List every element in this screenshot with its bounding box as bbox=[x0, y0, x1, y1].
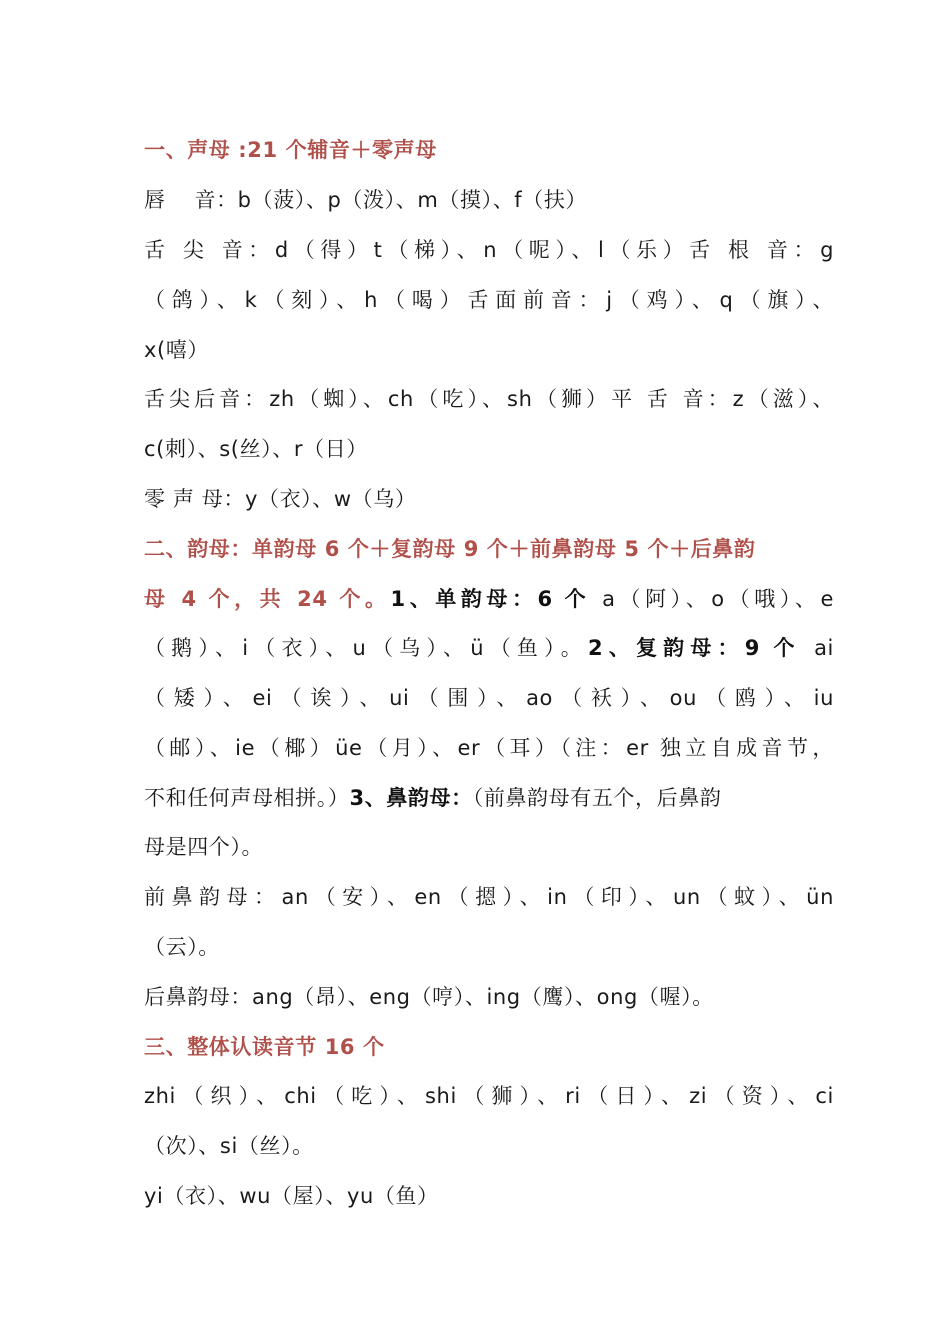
heading-text: 母 4 个，共 24 个。 bbox=[144, 587, 391, 611]
text-span: 不和任何声母相拼。） bbox=[144, 786, 350, 810]
text-span: a（阿）、o（哦）、e bbox=[602, 587, 834, 611]
text-span: （鹅）、i（衣）、u（乌）、ü（鱼）。 bbox=[144, 636, 588, 660]
text-line bbox=[144, 982, 834, 1012]
text-span: ai bbox=[814, 636, 834, 660]
text-span: （邮）、ie（椰）üe（月）、er（耳）（注：er 独立自成音节， bbox=[144, 736, 834, 760]
heading-text: 三、整体认读音节 16 个 bbox=[144, 1035, 385, 1059]
text-span: 后鼻韵母：ang（昂）、eng（哼）、ing（鹰）、ong（喔）。 bbox=[144, 985, 714, 1009]
text-line bbox=[144, 335, 834, 365]
text-span: （矮）、ei（诶）、ui（围）、ao（袄）、ou（鸥）、iu bbox=[144, 686, 834, 710]
text-span: 前鼻韵母：an（安）、en（摁）、in（印）、un（蚊）、ün bbox=[144, 885, 834, 909]
heading-text: 一、声母 :21 个辅音＋零声母 bbox=[144, 138, 437, 162]
text-span: 零 声 母：y（衣）、w（乌） bbox=[144, 487, 417, 511]
text-span: x(嘻） bbox=[144, 338, 210, 362]
text-line bbox=[144, 1131, 834, 1161]
subheading-text: 2、复韵母：9 个 bbox=[587, 636, 815, 660]
text-span: c(刺）、s(丝）、r（日） bbox=[144, 437, 368, 461]
heading-shengmu bbox=[144, 135, 834, 165]
text-span: yi（衣）、wu（屋）、yu（鱼） bbox=[144, 1184, 439, 1208]
text-line bbox=[144, 185, 834, 215]
text-span: 唇 音：b（菠）、p（泼）、m（摸）、f（扶） bbox=[144, 188, 588, 212]
text-line bbox=[144, 783, 834, 813]
text-span: 舌 尖 音：d（得）t（梯）、n（呢）、l（乐）舌 根 音：g bbox=[144, 238, 834, 262]
text-span: zhi（织）、chi（吃）、shi（狮）、ri（日）、zi（资）、ci bbox=[144, 1084, 834, 1108]
text-line bbox=[144, 683, 834, 713]
text-line bbox=[144, 733, 834, 763]
text-line bbox=[144, 1081, 834, 1111]
text-line bbox=[144, 285, 834, 315]
text-line bbox=[144, 235, 834, 265]
heading-text: 二、韵母：单韵母 6 个＋复韵母 9 个＋前鼻韵母 5 个＋后鼻韵 bbox=[144, 537, 756, 561]
heading-zhengti bbox=[144, 1032, 834, 1062]
text-line bbox=[144, 882, 834, 912]
subheading-text: 3、鼻韵母： bbox=[349, 786, 473, 810]
text-line bbox=[144, 633, 834, 663]
text-span: 母是四个）。 bbox=[144, 835, 264, 859]
text-line bbox=[144, 932, 834, 962]
text-span: （前鼻韵母有五个，后鼻韵 bbox=[472, 786, 722, 810]
text-line bbox=[144, 384, 834, 414]
text-line bbox=[144, 832, 834, 862]
text-line bbox=[144, 584, 834, 614]
text-line bbox=[144, 1181, 834, 1211]
text-span: （鸽）、k（刻）、h（喝）舌面前音：j（鸡）、q（旗）、 bbox=[144, 288, 834, 312]
text-line bbox=[144, 484, 834, 514]
text-line bbox=[144, 434, 834, 464]
heading-yunmu bbox=[144, 534, 834, 564]
subheading-text: 1、单韵母：6 个 bbox=[390, 587, 603, 611]
text-span: （次）、si（丝）。 bbox=[144, 1134, 314, 1158]
text-span: （云）。 bbox=[144, 935, 220, 959]
text-span: 舌尖后音：zh（蜘）、ch（吃）、sh（狮）平 舌 音：z（滋）、 bbox=[144, 387, 834, 411]
